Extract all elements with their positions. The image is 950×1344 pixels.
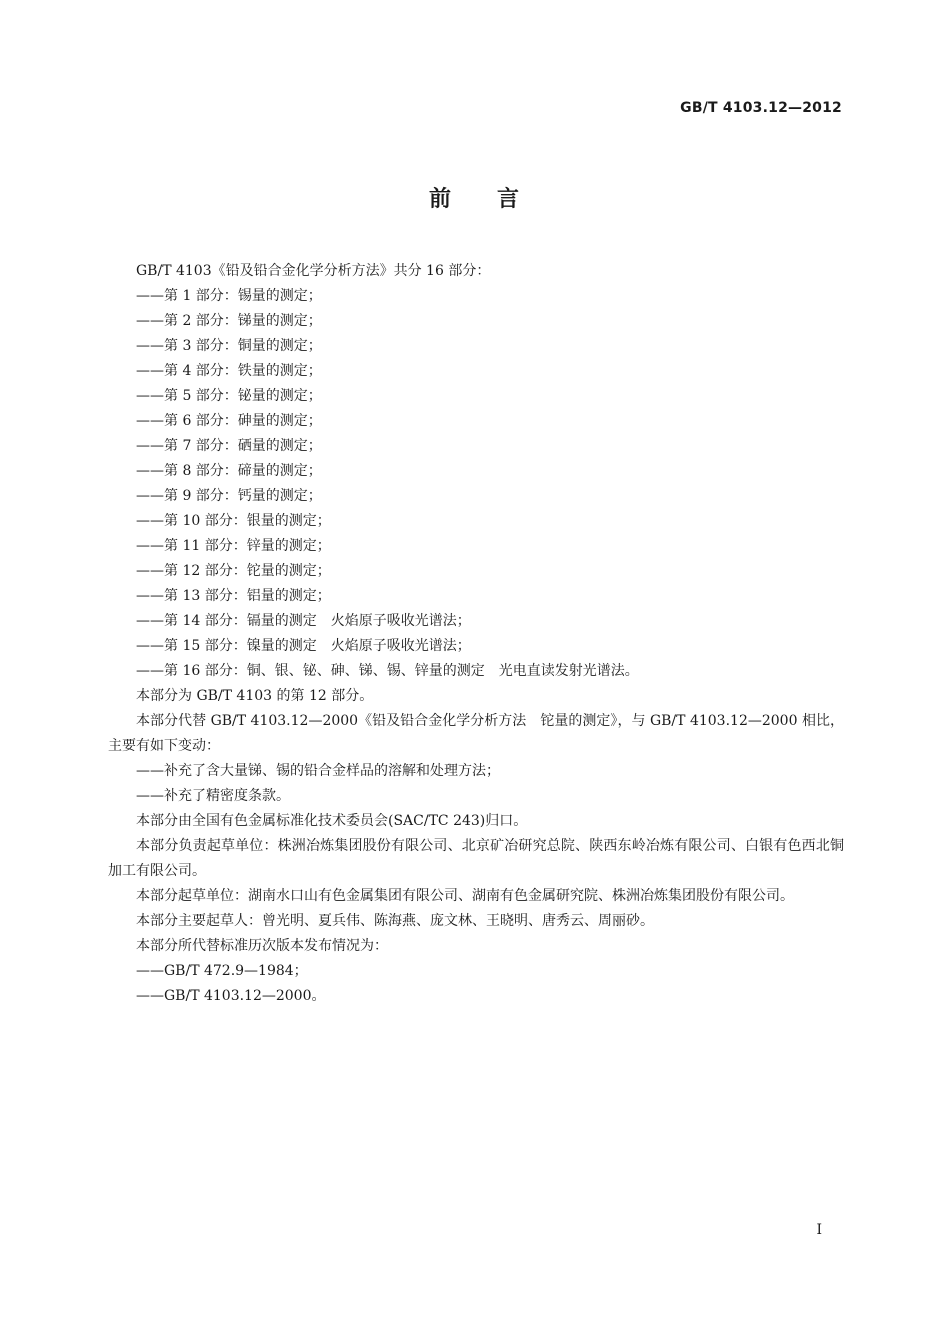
list-item: ——第 4 部分：铁量的测定； [136, 363, 322, 379]
responsible-units: 本部分负责起草单位：株洲冶炼集团股份有限公司、北京矿冶研究总院、陕西东岭冶炼有限公司、白银有色西北铜加工有限公司。 [108, 838, 844, 879]
list-item: ——补充了精密度条款。 [136, 788, 290, 804]
list-item: ——第 7 部分：硒量的测定； [136, 438, 322, 454]
list-item: ——第 8 部分：碲量的测定； [136, 463, 322, 479]
title-char-1: 前 [428, 187, 453, 212]
part-statement: 本部分为 GB/T 4103 的第 12 部分。 [136, 688, 374, 704]
list-item: ——第 1 部分：锡量的测定； [136, 288, 322, 304]
drafting-units: 本部分起草单位：湖南水口山有色金属集团有限公司、湖南有色金属研究院、株洲冶炼集团股份有限公司。 [136, 888, 794, 904]
list-item: ——第 9 部分：钙量的测定； [136, 488, 322, 504]
list-item: ——第 13 部分：铝量的测定； [136, 588, 331, 604]
standard-code: GB/T 4103.12—2012 [680, 100, 842, 116]
page-title [0, 182, 950, 213]
intro-paragraph: GB/T 4103《铅及铅合金化学分析方法》共分 16 部分： [136, 263, 491, 279]
list-item: ——GB/T 472.9—1984； [136, 963, 308, 979]
history-intro: 本部分所代替标准历次版本发布情况为： [136, 938, 388, 954]
list-item: ——第 15 部分：镍量的测定 火焰原子吸收光谱法； [136, 638, 471, 654]
list-item: ——第 10 部分：银量的测定； [136, 513, 331, 529]
list-item: ——第 3 部分：铜量的测定； [136, 338, 322, 354]
list-item: ——第 2 部分：锑量的测定； [136, 313, 322, 329]
document-body [108, 259, 844, 1009]
list-item: ——第 16 部分：铜、银、铋、砷、锑、锡、锌量的测定 光电直读发射光谱法。 [136, 663, 639, 679]
list-item: ——第 11 部分：锌量的测定； [136, 538, 331, 554]
list-item: ——补充了含大量锑、锡的铅合金样品的溶解和处理方法； [136, 763, 500, 779]
committee-statement: 本部分由全国有色金属标准化技术委员会(SAC/TC 243)归口。 [136, 813, 528, 829]
changes-list [108, 759, 844, 809]
list-item: ——第 5 部分：铋量的测定； [136, 388, 322, 404]
page-number: I [816, 1222, 822, 1238]
list-item: ——GB/T 4103.12—2000。 [136, 988, 326, 1004]
list-item: ——第 12 部分：铊量的测定； [136, 563, 331, 579]
parts-list [108, 284, 844, 684]
list-item: ——第 6 部分：砷量的测定； [136, 413, 322, 429]
history-list [108, 959, 844, 1009]
replace-statement: 本部分代替 GB/T 4103.12—2000《铅及铅合金化学分析方法 铊量的测定》，与 GB/T 4103.12—2000 相比，主要有如下变动： [108, 713, 844, 754]
list-item: ——第 14 部分：镉量的测定 火焰原子吸收光谱法； [136, 613, 471, 629]
drafters: 本部分主要起草人：曾光明、夏兵伟、陈海燕、庞文林、王晓明、唐秀云、周丽砂。 [136, 913, 654, 929]
title-char-2: 言 [497, 187, 522, 212]
